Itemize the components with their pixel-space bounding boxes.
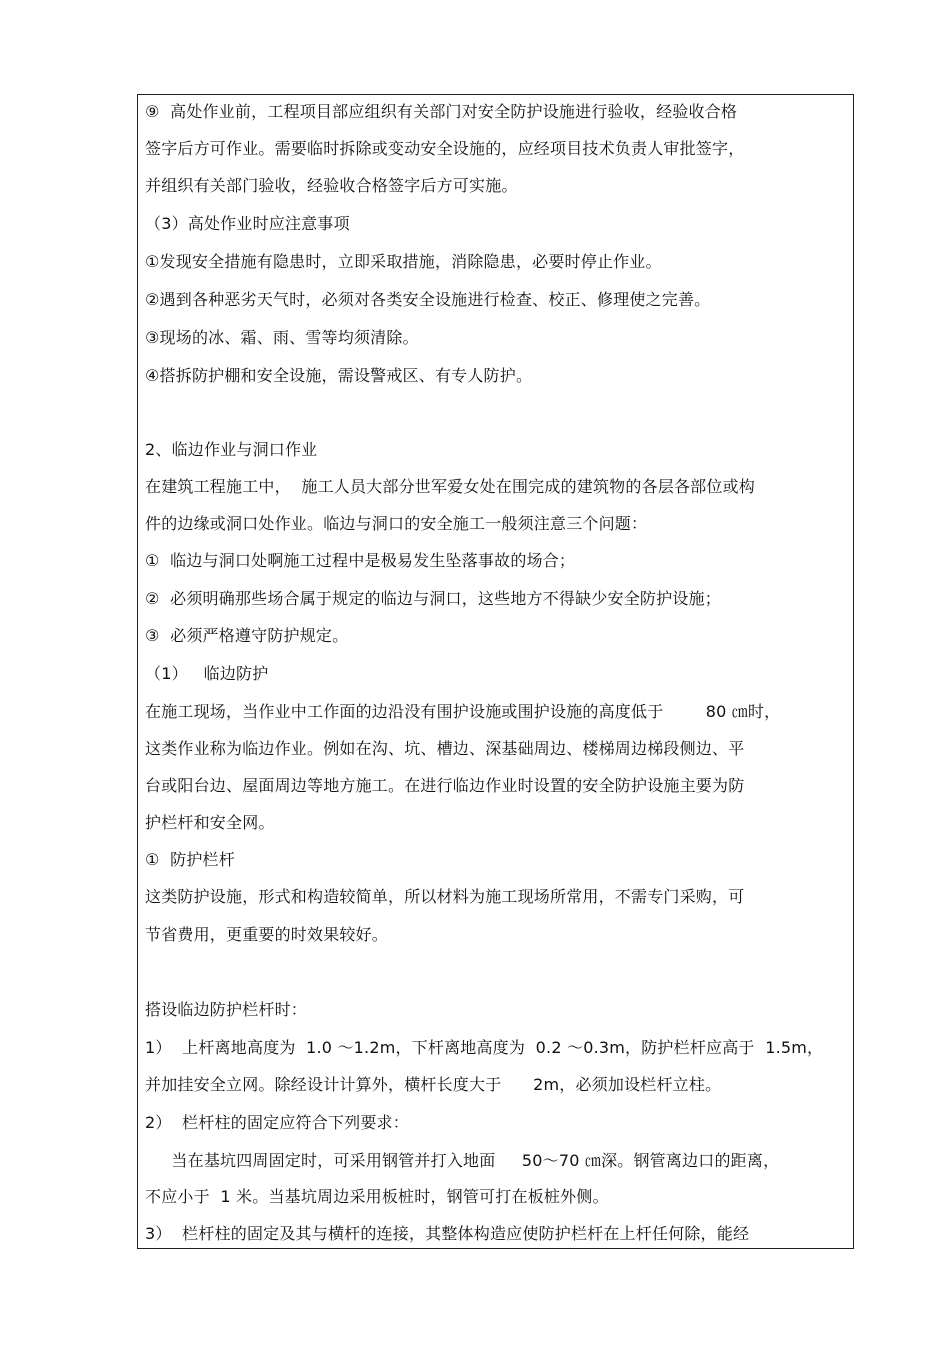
text-line: 台或阳台边、屋面周边等地方施工。在进行临边作业时设置的安全防护设施主要为防 [145,776,745,795]
text-line: 这类作业称为临边作业。例如在沟、坑、槽边、深基础周边、楼梯周边梯段侧边、平 [145,739,745,758]
text-line: 在施工现场，当作业中工作面的边沿没有围护设施或围护设施的高度低于 80 ㎝时， [145,702,781,721]
text-line: 不应小于 1 米。当基坑周边采用板桩时，钢管可打在板桩外侧。 [145,1187,609,1206]
text-line: 并加挂安全立网。除经设计计算外，横杆长度大于 2m，必须加设栏杆立柱。 [145,1075,722,1094]
text-line: 这类防护设施，形式和构造较简单，所以材料为施工现场所常用，不需专门采购，可 [145,887,745,906]
text-line: 签字后方可作业。需要临时拆除或变动安全设施的，应经项目技术负责人审批签字， [145,139,745,158]
text-line: 搭设临边防护栏杆时： [145,1000,308,1019]
text-line: 在建筑工程施工中， 施工人员大部分世军爱女处在围完成的建筑物的各层各部位或构 [145,477,755,496]
text-line: 2） 栏杆柱的固定应符合下列要求： [145,1113,409,1132]
section-heading: （3）高处作业时应注意事项 [145,214,350,233]
text-line: ⑨ 高处作业前，工程项目部应组织有关部门对安全防护设施进行验收，经验收合格 [145,102,738,121]
section-heading: （1） 临边防护 [145,664,269,683]
text-line: ③现场的冰、霜、雨、雪等均须清除。 [145,328,419,347]
text-line: 节省费用，更重要的时效果较好。 [145,925,389,944]
section-heading: ① 防护栏杆 [145,850,235,869]
text-line: ②遇到各种恶劣天气时，必须对各类安全设施进行检查、校正、修理使之完善。 [145,290,711,309]
text-line: ③ 必须严格遵守防护规定。 [145,626,349,645]
section-heading: 2、临边作业与洞口作业 [145,440,318,459]
text-line: 当在基坑四周固定时，可采用钢管并打入地面 50～70 ㎝深。钢管离边口的距离， [145,1151,780,1170]
text-line: ④搭拆防护棚和安全设施，需设警戒区、有专人防护。 [145,366,533,385]
text-line: 护栏杆和安全网。 [145,813,275,832]
text-line: 并组织有关部门验收，经验收合格签字后方可实施。 [145,176,518,195]
text-line: 3） 栏杆柱的固定及其与横杆的连接，其整体构造应使防护栏杆在上杆任何除，能经 [145,1224,750,1243]
text-line: ② 必须明确那些场合属于规定的临边与洞口，这些地方不得缺少安全防护设施； [145,589,721,608]
text-line: ①发现安全措施有隐患时，立即采取措施，消除隐患，必要时停止作业。 [145,252,662,271]
text-line: ① 临边与洞口处啊施工过程中是极易发生坠落事故的场合； [145,551,576,570]
text-line: 件的边缘或洞口处作业。临边与洞口的安全施工一般须注意三个问题： [145,514,648,533]
text-line: 1） 上杆离地高度为 1.0 ～1.2m，下杆离地高度为 0.2 ～0.3m，防护栏杆应高于 1.5m， [145,1038,824,1057]
